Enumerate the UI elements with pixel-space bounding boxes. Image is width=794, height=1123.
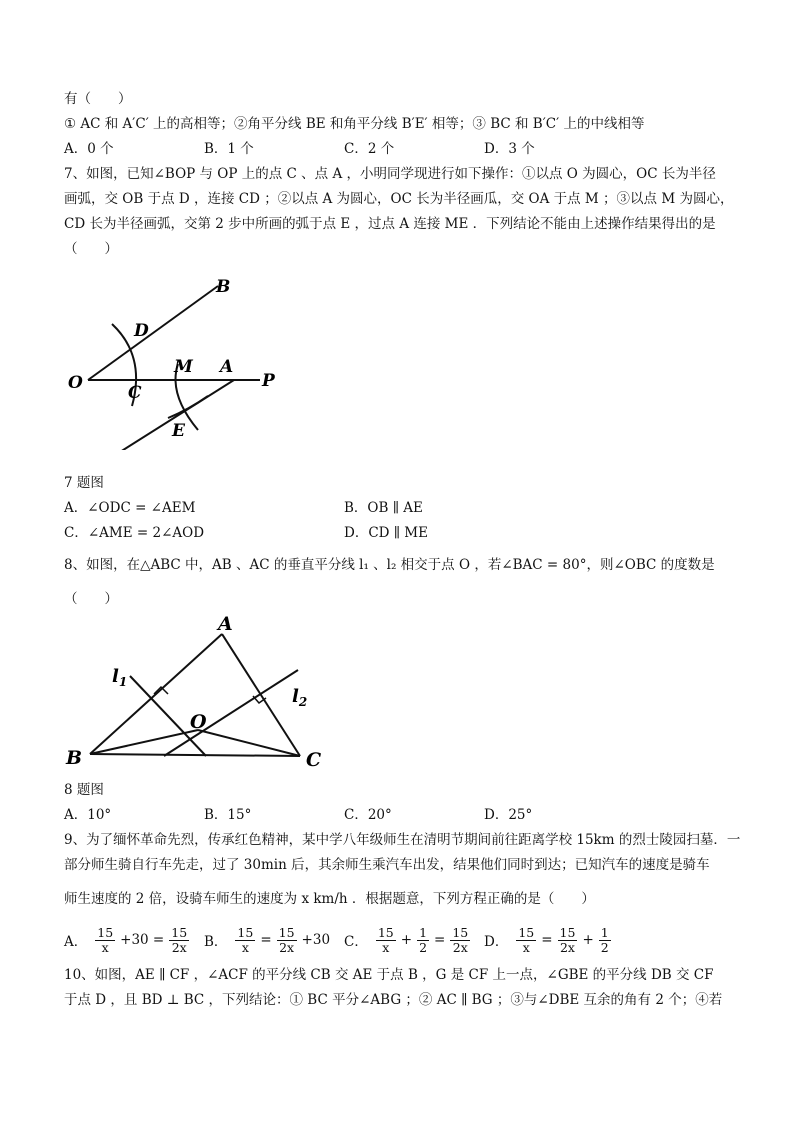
line-l1-label: $l_1$ — [112, 666, 128, 689]
q9-option-d: D． $\frac{15}{x}$ = $\frac{15}{2x}$ + $\frac{1}{2}$ — [484, 924, 609, 955]
q6-option-b: B．1 个 — [204, 141, 254, 157]
q7-line-1: 7、如图，已知∠BOP 与 OP 上的点 C 、点 A ，小明同学现进行如下操作：①以点 O 为圆心，OC 长为半径 — [64, 166, 716, 182]
q9-line-2: 部分师生骑自行车先走，过了 30min 后，其余师生乘汽车出发，结果他们同时到达；已知汽车的速度是骑车 — [64, 857, 710, 873]
q9-line-1: 9、为了缅怀革命先烈，传承红色精神，某中学八年级师生在清明节期间前往距离学校 15km 的烈士陵园扫墓．一 — [64, 832, 741, 848]
q6-intro: 有（ ） — [64, 91, 132, 107]
q9-options — [64, 918, 744, 962]
q7-line-2: 画弧，交 OB 于点 D ，连接 CD ；②以点 A 为圆心，OC 长为半径画瓜，交 OA 于点 M ；③以点 M 为圆心， — [64, 191, 734, 207]
q6-option-a: A．0 个 — [64, 141, 114, 157]
q8-option-c: C．20° — [344, 807, 392, 823]
q6-option-c: C．2 个 — [344, 141, 395, 157]
q8-line-1: 8、如图，在△ABC 中，AB 、AC 的垂直平分线 l₁ 、l₂ 相交于点 O ，若∠BAC = 80°，则∠OBC 的度数是 — [64, 557, 715, 573]
q10-line-2: 于点 D ，且 BD ⊥ BC ，下列结论：① BC 平分∠ABG ；② AC ∥ BG ；③与∠DBE 互余的角有 2 个；④若 — [64, 992, 723, 1008]
ray-ob — [88, 286, 218, 380]
point-a-label: A — [218, 613, 233, 635]
point-c-label: C — [128, 383, 142, 403]
point-o-label: O — [190, 711, 207, 733]
q9-line-3: 师生速度的 2 倍，设骑车师生的速度为 x km/h ．根据题意，下列方程正确的是（ ） — [64, 891, 595, 907]
point-b-label: B — [66, 747, 83, 769]
q8-caption: 8 题图 — [64, 782, 104, 798]
point-c-label: C — [306, 749, 322, 771]
q7-option-a: A．∠ODC = ∠AEM — [64, 500, 196, 516]
line-l2-label: $l_2$ — [292, 686, 308, 709]
q9-option-c: C． $\frac{15}{x}$ + $\frac{1}{2}$ = $\frac{15}{2x}$ — [344, 924, 469, 955]
side-bc — [90, 754, 300, 756]
q7-option-b: B．OB ∥ AE — [344, 500, 423, 516]
q7-line-4: （ ） — [64, 241, 118, 257]
point-e-label: E — [172, 421, 185, 441]
q8-option-d: D．25° — [484, 807, 533, 823]
point-p-label: P — [262, 371, 275, 391]
q8-option-b: B．15° — [204, 807, 252, 823]
segment-ob — [90, 730, 198, 754]
point-m-label: M — [174, 357, 193, 377]
q10-line-1: 10、如图，AE ∥ CF ，∠ACF 的平分线 CB 交 AE 于点 B ，G 是 CF 上一点，∠GBE 的平分线 DB 交 CF — [64, 967, 714, 983]
point-b-label: B — [216, 277, 231, 297]
q9-option-a: A． $\frac{15}{x}$ +30 = $\frac{15}{2x}$ — [64, 924, 188, 955]
q8-figure — [60, 610, 340, 780]
q6-options — [64, 140, 744, 158]
q7-option-d: D．CD ∥ ME — [344, 525, 428, 541]
q7-caption: 7 题图 — [64, 475, 104, 491]
q7-figure — [60, 270, 300, 450]
q8-options — [64, 806, 744, 824]
q9-option-b: B． $\frac{15}{x}$ = $\frac{15}{2x}$ +30 — [204, 924, 331, 955]
side-ab — [90, 634, 222, 754]
point-d-label: D — [134, 321, 149, 341]
q7-line-3: CD 长为半径画弧，交第 2 步中所画的弧于点 E ，过点 A 连接 ME ．下列结论不能由上述操作结果得出的是 — [64, 216, 716, 232]
q8-option-a: A．10° — [64, 807, 112, 823]
q6-option-d: D．3 个 — [484, 141, 535, 157]
line-l2 — [164, 670, 298, 756]
q7-options-row-2 — [64, 524, 744, 542]
q7-options-row-1 — [64, 499, 744, 517]
q8-line-2: （ ） — [64, 591, 118, 607]
q6-statements: ① AC 和 A′C′ 上的高相等；②角平分线 BE 和角平分线 B′E′ 相等；③ BC 和 B′C′ 上的中线相等 — [64, 116, 645, 132]
point-a-label: A — [220, 357, 234, 377]
side-ac — [222, 634, 300, 756]
q7-option-c: C．∠AME = 2∠AOD — [64, 525, 205, 541]
point-o-label: O — [68, 373, 83, 393]
